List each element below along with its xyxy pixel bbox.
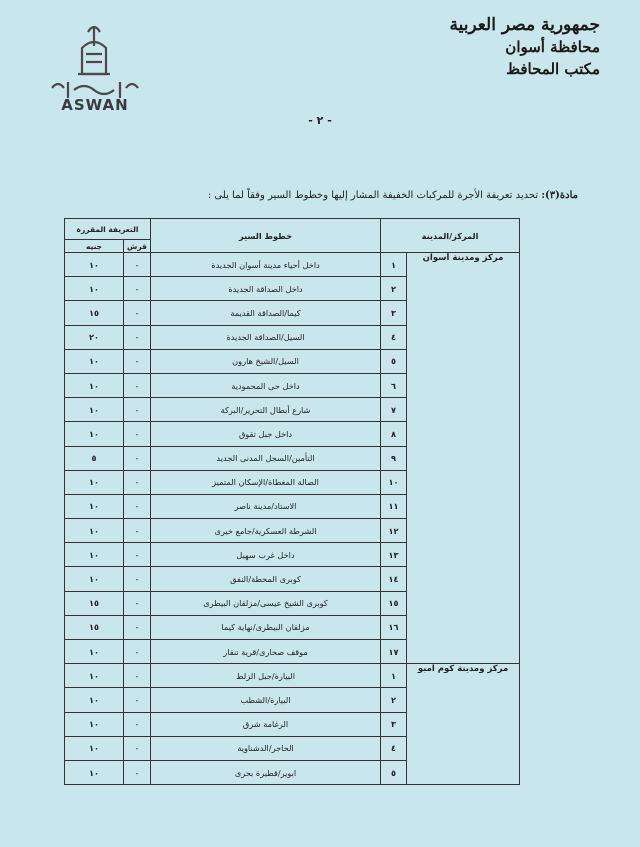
row-number: ٢ (381, 688, 407, 712)
row-number: ١٣ (381, 543, 407, 567)
route-cell: السيل/الصداقة الجديدة (151, 325, 381, 349)
fare-table (64, 218, 520, 785)
pound-cell: ١٥ (65, 615, 124, 639)
qirsh-cell: - (124, 736, 151, 760)
row-number: ١٢ (381, 519, 407, 543)
header-area: المركز/المدينة (381, 219, 520, 253)
qirsh-cell: - (124, 615, 151, 639)
row-number: ٧ (381, 398, 407, 422)
row-number: ١٥ (381, 591, 407, 615)
route-cell: داخل حى المحمودية (151, 373, 381, 397)
route-cell: السيل/الشيخ هارون (151, 349, 381, 373)
qirsh-cell: - (124, 543, 151, 567)
table-row (65, 664, 520, 688)
letterhead (380, 14, 600, 80)
qirsh-cell: - (124, 591, 151, 615)
area-cell: مركز ومدينة أسوان (407, 253, 520, 664)
route-cell: داخل الصداقة الجديدة (151, 277, 381, 301)
row-number: ٣ (381, 712, 407, 736)
article-text: تحديد تعريفة الأجرة للمركبات الخفيفة المشار إليها وخطوط السير وفقاً لما يلى : (207, 190, 539, 201)
pound-cell: ١٠ (65, 760, 124, 784)
logo-wordmark: ASWAN (61, 96, 129, 114)
qirsh-cell: - (124, 567, 151, 591)
route-cell: التأمين/السجل المدنى الجديد (151, 446, 381, 470)
pound-cell: ١٠ (65, 253, 124, 277)
route-cell: الشرطة العسكرية/جامع خيرى (151, 519, 381, 543)
qirsh-cell: - (124, 664, 151, 688)
qirsh-cell: - (124, 325, 151, 349)
row-number: ٨ (381, 422, 407, 446)
qirsh-cell: - (124, 349, 151, 373)
row-number: ٤ (381, 325, 407, 349)
qirsh-cell: - (124, 760, 151, 784)
pound-cell: ١٠ (65, 543, 124, 567)
pound-cell: ١٠ (65, 712, 124, 736)
pound-cell: ١٠ (65, 688, 124, 712)
qirsh-cell: - (124, 398, 151, 422)
qirsh-cell: - (124, 277, 151, 301)
pound-cell: ١٥ (65, 591, 124, 615)
row-number: ١ (381, 664, 407, 688)
row-number: ١٠ (381, 470, 407, 494)
header-route: خطوط السير (151, 219, 381, 253)
route-cell: كوبرى الشيخ عيسى/مزلقان البيطرى (151, 591, 381, 615)
row-number: ٣ (381, 301, 407, 325)
pound-cell: ١٠ (65, 736, 124, 760)
pound-cell: ١٥ (65, 301, 124, 325)
row-number: ١١ (381, 494, 407, 518)
article-label: مادة(٣): (541, 190, 578, 201)
qirsh-cell: - (124, 301, 151, 325)
route-cell: داخل أحياء مدينة أسوان الجديدة (151, 253, 381, 277)
route-cell: الرغامة شرق (151, 712, 381, 736)
article-intro (108, 190, 578, 201)
qirsh-cell: - (124, 373, 151, 397)
pound-cell: ١٠ (65, 567, 124, 591)
qirsh-cell: - (124, 253, 151, 277)
row-number: ١٧ (381, 640, 407, 664)
row-number: ١٦ (381, 615, 407, 639)
route-cell: البيارة/جبل الزلط (151, 664, 381, 688)
qirsh-cell: - (124, 688, 151, 712)
route-cell: ابوير/قطيرة بحرى (151, 760, 381, 784)
letterhead-office: مكتب المحافظ (506, 60, 600, 78)
row-number: ١٤ (381, 567, 407, 591)
header-pound: جنيه (65, 240, 124, 253)
pound-cell: ٢٠ (65, 325, 124, 349)
pound-cell: ١٠ (65, 349, 124, 373)
header-qirsh: قرش (124, 240, 151, 253)
row-number: ٤ (381, 736, 407, 760)
pound-cell: ١٠ (65, 664, 124, 688)
pound-cell: ١٠ (65, 398, 124, 422)
pound-cell: ١٠ (65, 470, 124, 494)
page-number: - ٢ - (308, 114, 332, 127)
qirsh-cell: - (124, 422, 151, 446)
pound-cell: ١٠ (65, 640, 124, 664)
route-cell: الصالة المغطاة/الإسكان المتميز (151, 470, 381, 494)
pound-cell: ١٠ (65, 277, 124, 301)
row-number: ٩ (381, 446, 407, 470)
route-cell: كيما/الصداقة القديمة (151, 301, 381, 325)
pound-cell: ١٠ (65, 373, 124, 397)
qirsh-cell: - (124, 446, 151, 470)
route-cell: داخل غرب سهيل (151, 543, 381, 567)
pound-cell: ١٠ (65, 422, 124, 446)
route-cell: البيارة/الشطب (151, 688, 381, 712)
letterhead-country: جمهورية مصر العربية (449, 15, 600, 35)
route-cell: داخل جبل تقوق (151, 422, 381, 446)
header-fare: التعريفة المقررة (65, 219, 151, 240)
route-cell: الحاجر/الدشناوية (151, 736, 381, 760)
pound-cell: ١٠ (65, 494, 124, 518)
route-cell: شارع أبطال التحرير/البركة (151, 398, 381, 422)
pound-cell: ٥ (65, 446, 124, 470)
table-row (65, 253, 520, 277)
qirsh-cell: - (124, 640, 151, 664)
row-number: ٥ (381, 760, 407, 784)
area-cell: مركز ومدينة كوم امبو (407, 664, 520, 785)
row-number: ٦ (381, 373, 407, 397)
row-number: ١ (381, 253, 407, 277)
route-cell: مزلقان البيطرى/نهاية كيما (151, 615, 381, 639)
pound-cell: ١٠ (65, 519, 124, 543)
qirsh-cell: - (124, 712, 151, 736)
qirsh-cell: - (124, 494, 151, 518)
route-cell: موقف صحارى/قرية تنقار (151, 640, 381, 664)
qirsh-cell: - (124, 519, 151, 543)
route-cell: الاستاد/مدينة ناصر (151, 494, 381, 518)
row-number: ٢ (381, 277, 407, 301)
route-cell: كوبرى المحطة/النفق (151, 567, 381, 591)
letterhead-governorate: محافظة أسوان (505, 38, 600, 56)
row-number: ٥ (381, 349, 407, 373)
qirsh-cell: - (124, 470, 151, 494)
